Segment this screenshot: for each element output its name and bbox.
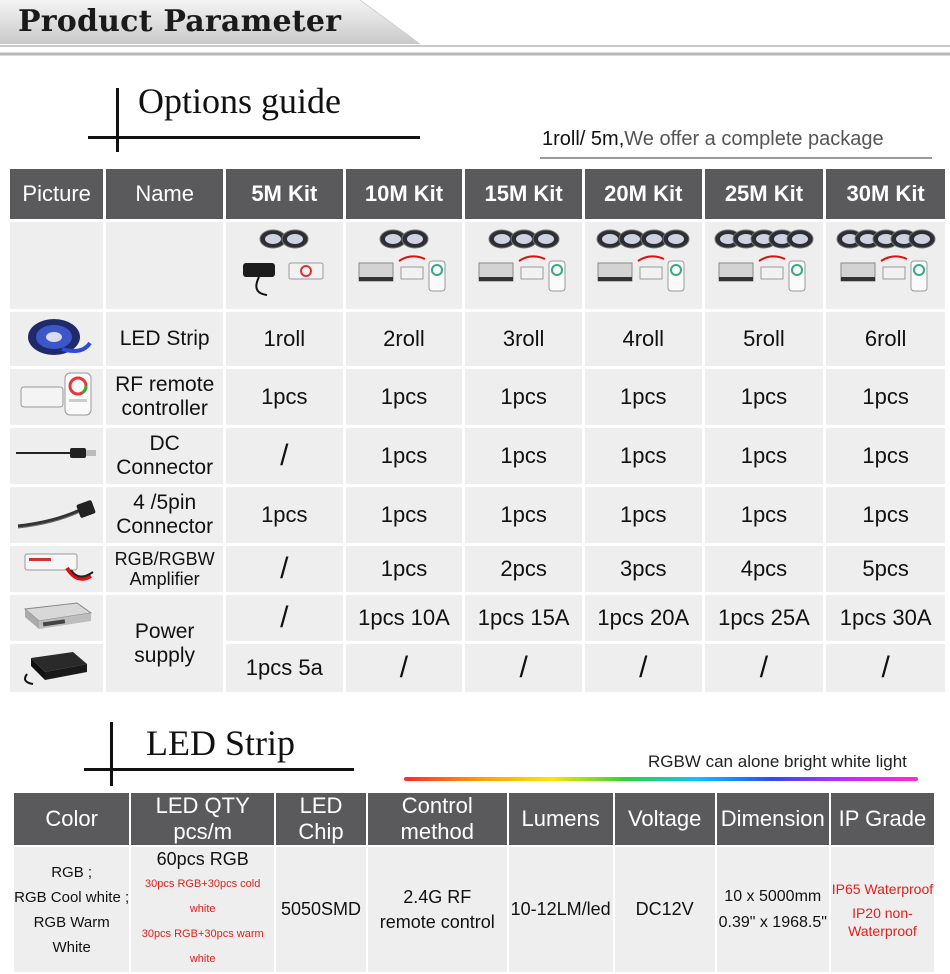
dimension-mm: 10 x 5000mm [724, 887, 822, 905]
psu-terminal-icon [841, 277, 875, 281]
led-col-control: Control method [367, 792, 508, 846]
cell: / [224, 545, 344, 594]
cell: 2roll [344, 311, 464, 368]
col-header-15m: 15M Kit [464, 168, 584, 221]
reel-hub-icon [494, 234, 510, 244]
ip-line-1: IP65 Waterproof [831, 880, 934, 897]
cable-icon [257, 277, 268, 295]
cell: / [703, 643, 825, 694]
led-heading-vertical-bar [110, 722, 113, 786]
cell: 1pcs 25A [703, 594, 825, 643]
led-qty-cell [130, 846, 275, 973]
cell: 1pcs 10A [344, 594, 464, 643]
cell: 1pcs [703, 427, 825, 486]
led-strip-heading: LED Strip [146, 723, 295, 763]
cell: 1pcs [344, 486, 464, 545]
wire-icon [399, 256, 425, 261]
reel-hub-icon [792, 234, 808, 244]
col-header-5m: 5M Kit [224, 168, 344, 221]
cell: 1pcs [583, 368, 703, 427]
kit-images-empty-name [105, 221, 225, 311]
reel-hub-icon [407, 234, 423, 244]
cell: 3pcs [583, 545, 703, 594]
cell: 2pcs [464, 545, 584, 594]
picture-amplifier [9, 545, 105, 594]
led-lumens-cell: 10-12LM/led [508, 846, 614, 973]
cell: / [464, 643, 584, 694]
options-note-main: 1roll/ 5m, [542, 128, 625, 150]
color-line: RGB Warm White [33, 913, 110, 956]
kit-image-20m [583, 221, 703, 311]
picture-led-strip [9, 311, 105, 368]
cell: 1pcs [224, 368, 344, 427]
led-col-qty: LED QTY pcs/m [130, 792, 275, 846]
led-spec-table [12, 791, 936, 974]
kit-25m-icon [709, 223, 819, 303]
wire-icon [881, 256, 907, 261]
led-header-row [13, 792, 935, 846]
ip-line-2: IP20 non- [852, 904, 913, 921]
cell: 1pcs [825, 486, 947, 545]
reel-hub-icon [385, 234, 401, 244]
led-col-voltage: Voltage [614, 792, 716, 846]
reel-hub-icon [538, 234, 554, 244]
row-rf-remote [9, 368, 947, 427]
cell: 1pcs 20A [583, 594, 703, 643]
rf-remote-icon [17, 369, 97, 419]
led-data-row [13, 846, 935, 973]
color-line: RGB ; [51, 863, 93, 881]
cell: 4roll [583, 311, 703, 368]
cell: 1pcs 5a [224, 643, 344, 694]
cell: 1roll [224, 311, 344, 368]
cell: 1pcs [703, 486, 825, 545]
rainbow-divider [404, 777, 918, 781]
col-header-picture: Picture [9, 168, 105, 221]
picture-dc-connector [9, 427, 105, 486]
kit-5m-icon [229, 223, 339, 303]
col-header-name: Name [105, 168, 225, 221]
led-dimension-cell [716, 846, 830, 973]
led-col-dimension: Dimension [716, 792, 830, 846]
dc-connector-icon [14, 438, 100, 468]
wire-icon [759, 256, 785, 261]
col-header-25m: 25M Kit [703, 168, 825, 221]
header-banner [0, 0, 950, 56]
qty-warm: 30pcs RGB+30pcs warm white [141, 928, 264, 965]
cell: 1pcs [825, 427, 947, 486]
controller-icon [521, 267, 543, 279]
cell: 1pcs [464, 427, 584, 486]
reel-hub-icon [668, 234, 684, 244]
cell: 1pcs [825, 368, 947, 427]
col-header-30m: 30M Kit [825, 168, 947, 221]
psu-terminal-icon [359, 277, 393, 281]
kit-images-empty-picture [9, 221, 105, 311]
banner-title: Product Parameter [18, 4, 342, 39]
heading-underline [88, 136, 420, 139]
reel-hub-icon [287, 234, 303, 244]
cell: 3roll [464, 311, 584, 368]
color-line: RGB Cool white ; [14, 888, 130, 906]
cell: / [825, 643, 947, 694]
name-led-strip: LED Strip [105, 311, 225, 368]
qty-cool: 30pcs RGB+30pcs cold white [145, 878, 261, 915]
cell: 1pcs [224, 486, 344, 545]
control-line-2: remote control [379, 911, 495, 932]
led-ip-cell [830, 846, 935, 973]
power-adapter-icon [17, 644, 97, 686]
reel-hub-icon [624, 234, 640, 244]
name-dc-connector: DC Connector [105, 427, 225, 486]
reel-hub-icon [646, 234, 662, 244]
psu-terminal-icon [719, 277, 753, 281]
options-header-row [9, 168, 947, 221]
reel-hub-icon [265, 234, 281, 244]
kit-20m-icon [588, 223, 698, 303]
ip-line-3: Waterproof [848, 922, 917, 939]
kit-image-15m [464, 221, 584, 311]
led-chip-cell: 5050SMD [275, 846, 367, 973]
led-control-cell [367, 846, 508, 973]
kit-10m-icon [349, 223, 459, 303]
col-header-10m: 10M Kit [344, 168, 464, 221]
amplifier-icon [17, 546, 97, 586]
reel-hub-icon [914, 234, 930, 244]
name-pin-connector: 4 /5pin Connector [105, 486, 225, 545]
picture-pin-connector [9, 486, 105, 545]
name-amplifier: RGB/RGBW Amplifier [105, 545, 225, 594]
controller-icon [640, 267, 662, 279]
control-line-1: 2.4G RF [403, 886, 472, 907]
cell: 4pcs [703, 545, 825, 594]
dimension-inch: 0.39" x 1968.5" [718, 913, 827, 931]
pin-connector-icon [14, 492, 100, 532]
led-voltage-cell: DC12V [614, 846, 716, 973]
psu-terminal-icon [479, 277, 513, 281]
name-rf-remote: RF remote controller [105, 368, 225, 427]
led-heading-underline [84, 768, 354, 771]
cell: 1pcs [583, 427, 703, 486]
options-note-rule [540, 157, 932, 159]
power-supply-metal-icon [17, 595, 97, 635]
options-guide-heading: Options guide [138, 81, 341, 121]
cell: 5pcs [825, 545, 947, 594]
options-note [542, 128, 884, 151]
wire-icon [519, 256, 545, 261]
led-col-lumens: Lumens [508, 792, 614, 846]
picture-power-b [9, 643, 105, 694]
kit-image-10m [344, 221, 464, 311]
reel-hub-icon [602, 234, 618, 244]
led-strip-reel-icon [22, 313, 92, 359]
cell: / [224, 427, 344, 486]
col-header-20m: 20M Kit [583, 168, 703, 221]
cell: 1pcs [583, 486, 703, 545]
cell: 6roll [825, 311, 947, 368]
controller-icon [761, 267, 783, 279]
adapter-icon [243, 263, 275, 277]
cell: 1pcs [344, 368, 464, 427]
row-dc-connector [9, 427, 947, 486]
controller-icon [401, 267, 423, 279]
kit-15m-icon [469, 223, 579, 303]
row-amplifier [9, 545, 947, 594]
kit-image-30m [825, 221, 947, 311]
qty-main: 60pcs RGB [156, 849, 249, 869]
kit-image-5m [224, 221, 344, 311]
kit-30m-icon [831, 223, 941, 303]
cell: 1pcs [464, 368, 584, 427]
wire-icon [638, 256, 664, 261]
cell: / [344, 643, 464, 694]
options-table [7, 166, 948, 695]
cell: / [583, 643, 703, 694]
led-col-ip: IP Grade [830, 792, 935, 846]
cell: 1pcs [464, 486, 584, 545]
cell: 1pcs 15A [464, 594, 584, 643]
name-power-supply: Power supply [105, 594, 225, 694]
reel-hub-icon [516, 234, 532, 244]
cell: 1pcs [344, 545, 464, 594]
rgbw-note: RGBW can alone bright white light [648, 752, 907, 771]
picture-power-a [9, 594, 105, 643]
cell: 1pcs [344, 427, 464, 486]
kit-image-25m [703, 221, 825, 311]
led-col-color: Color [13, 792, 130, 846]
cell: / [224, 594, 344, 643]
cell: 5roll [703, 311, 825, 368]
led-col-chip: LED Chip [275, 792, 367, 846]
row-power-a [9, 594, 947, 643]
heading-vertical-bar [116, 88, 119, 152]
picture-rf-remote [9, 368, 105, 427]
led-color-cell [13, 846, 130, 973]
options-note-grey: We offer a complete package [624, 128, 884, 150]
row-led-strip [9, 311, 947, 368]
controller-icon [883, 267, 905, 279]
kit-images-row [9, 221, 947, 311]
psu-terminal-icon [598, 277, 632, 281]
cell: 1pcs [703, 368, 825, 427]
row-pin-connector [9, 486, 947, 545]
cell: 1pcs 30A [825, 594, 947, 643]
